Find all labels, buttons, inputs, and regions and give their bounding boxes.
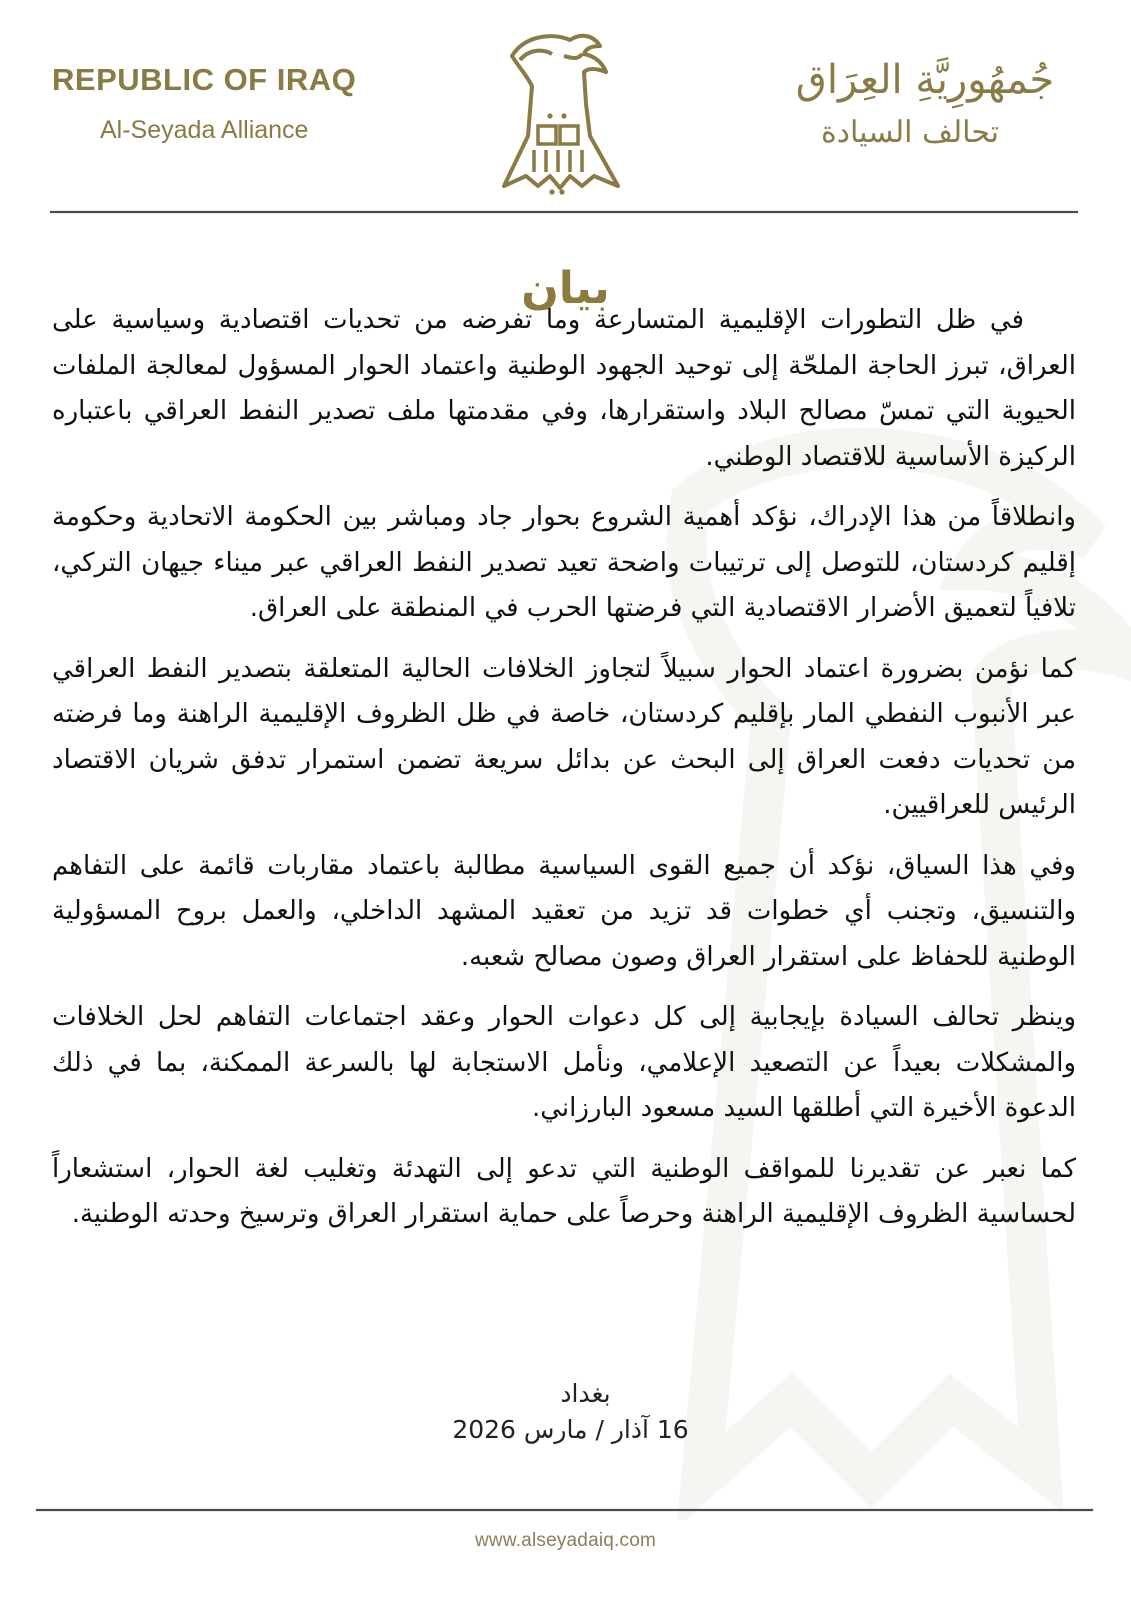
republic-title-ar: جُمهُورِيَّةِ العِرَاق [795, 57, 1055, 103]
letterhead [0, 0, 1131, 212]
statement-title: بيان [521, 263, 610, 315]
eagle-emblem-icon [490, 26, 630, 196]
paragraph: وفي هذا السياق، نؤكد أن جميع القوى السياسية مطالبة باعتماد مقاربات قائمة على التفاهم والتنسيق، وتجنب أي خطوات قد تزيد من تعقيد المشهد الداخلي، والعمل بروح المسؤولية الوطنية للحفاظ على استقرار العراق وصون مصالح شعبه. [52, 850, 1076, 972]
paragraph: وينظر تحالف السيادة بإيجابية إلى كل دعوات الحوار وعقد اجتماعات التفاهم لحل الخلافات والمشكلات بعيداً عن التصعيد الإعلامي، ونأمل الاستجابة لها بالسرعة الممكنة، بما في ذلك الدعوة الأخيرة التي أطلقها السيد مسعود البارزاني. [52, 1002, 1076, 1123]
website-link[interactable]: www.alseyadaiq.com [474, 1530, 656, 1551]
letterhead-arabic [790, 50, 1060, 156]
letterhead-english [52, 60, 412, 150]
republic-title-en: REPUBLIC OF IRAQ [52, 62, 357, 97]
paragraph: وانطلاقاً من هذا الإدراك، نؤكد أهمية الشروع بحوار جاد ومباشر بين الحكومة الاتحادية وحكومة إقليم كردستان، للتوصل إلى ترتيبات واضحة تعيد تصدير النفط العراقي عبر ميناء جيهان التركي، تلافياً لتعميق الأضرار الاقتصادية التي فرضتها الحرب في المنطقة على العراق. [52, 502, 1076, 623]
alliance-name-ar: تحالف السيادة [820, 115, 1000, 150]
signoff-date: 16 آذار / مارس 2026 [452, 1415, 689, 1444]
footer-divider [36, 1509, 1093, 1511]
paragraph: كما نعبر عن تقديرنا للمواقف الوطنية التي تدعو إلى التهدئة وتغليب لغة الحوار، استشعاراً لحساسية الظروف الإقليمية الراهنة وحرصاً على حماية استقرار العراق وترسيخ وحدته الوطنية. [52, 1153, 1076, 1229]
header-divider [50, 211, 1078, 213]
paragraph: في ظل التطورات الإقليمية المتسارعة وما تفرضه من تحديات اقتصادية وسياسية على العراق، تبرز الحاجة الملحّة إلى توحيد الجهود الوطنية واعتماد الحوار المسؤول لمعالجة الملفات الحيوية التي تمسّ مصالح البلاد واستقرارها، وفي مقدمتها ملف تصدير النفط العراقي باعتباره الركيزة الأساسية للاقتصاد الوطني. [52, 305, 1076, 472]
statement-body [52, 298, 1076, 1253]
signoff [0, 1376, 1131, 1448]
signoff-city: بغداد [560, 1379, 611, 1408]
alliance-name-en: Al-Seyada Alliance [100, 116, 309, 144]
paragraph: كما نؤمن بضرورة اعتماد الحوار سبيلاً لتجاوز الخلافات الحالية المتعلقة بتصدير النفط العراقي عبر الأنبوب النفطي المار بإقليم كردستان، خاصة في ظل الظروف الإقليمية الراهنة وما فرضته من تحديات دفعت العراق إلى البحث عن بدائل سريعة تضمن استمرار تدفق شريان الاقتصاد الرئيس للعراقيين. [52, 653, 1076, 820]
